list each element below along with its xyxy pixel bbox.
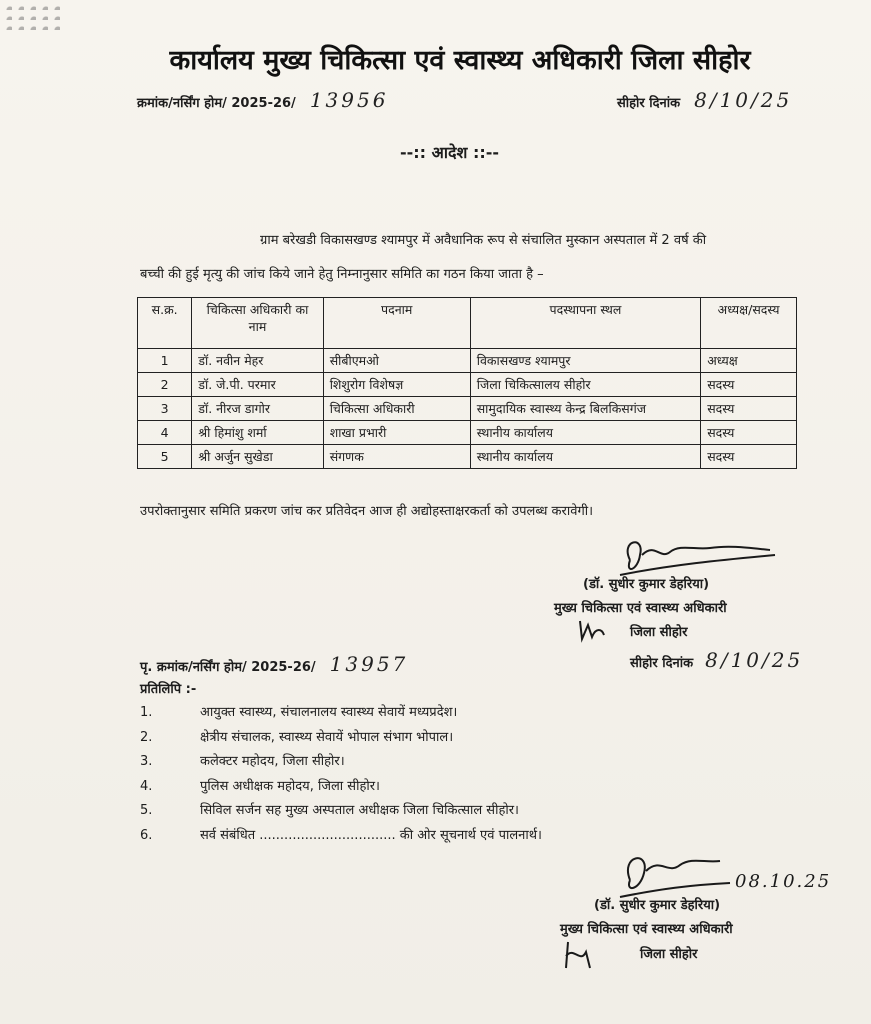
date-label: सीहोर दिनांक	[617, 96, 681, 111]
signatory-district: जिला सीहोर	[630, 625, 688, 640]
table-cell: अध्यक्ष	[701, 349, 797, 373]
column-header: पदस्थापना स्थल	[470, 298, 700, 349]
table-cell: शाखा प्रभारी	[323, 421, 470, 445]
endorsement-number-handwritten: 13957	[329, 652, 409, 676]
table-row	[138, 397, 797, 421]
endorsement-reference-label: पृ. क्रमांक/नर्सिंग होम/ 2025-26/	[140, 660, 316, 675]
list-item	[140, 702, 760, 727]
table-cell: 2	[138, 373, 192, 397]
list-text: आयुक्त स्वास्थ्य, संचालनालय स्वास्थ्य सेवायें मध्यप्रदेश।	[200, 705, 458, 720]
initials-mark	[574, 617, 608, 643]
table-cell: डॉ. नीरज डागोर	[192, 397, 323, 421]
office-title: कार्यालय मुख्य चिकित्सा एवं स्वास्थ्य अधिकारी जिला सीहोर	[169, 45, 751, 76]
list-number: 3.	[140, 754, 153, 769]
list-number: 5.	[140, 803, 153, 818]
table-row	[138, 445, 797, 469]
initials-mark	[560, 938, 600, 972]
list-item	[140, 751, 760, 776]
list-item	[140, 776, 760, 801]
table-cell: चिकित्सा अधिकारी	[323, 397, 470, 421]
column-header: चिकित्सा अधिकारी का नाम	[192, 298, 323, 349]
table-row	[138, 373, 797, 397]
endorsement-reference-line	[140, 652, 408, 676]
signatory-designation: मुख्य चिकित्सा एवं स्वास्थ्य अधिकारी	[554, 601, 727, 616]
table-row	[138, 421, 797, 445]
table-cell: श्री अर्जुन सुखेडा	[192, 445, 323, 469]
column-header: अध्यक्ष/सदस्य	[701, 298, 797, 349]
endorsement-date-line	[630, 648, 803, 672]
table-cell: 4	[138, 421, 192, 445]
column-header: पदनाम	[323, 298, 470, 349]
list-text: सिविल सर्जन सह मुख्य अस्पताल अधीक्षक जिला चिकित्साल सीहोर।	[200, 803, 519, 818]
table-cell: सामुदायिक स्वास्थ्य केन्द्र बिलकिसगंज	[470, 397, 700, 421]
list-number: 2.	[140, 729, 153, 745]
signature-handwritten-date: 08.10.25	[735, 871, 832, 892]
table-cell: सदस्य	[701, 445, 797, 469]
table-cell: स्थानीय कार्यालय	[470, 445, 700, 469]
list-number: 6.	[140, 827, 153, 843]
order-paragraph-line1: ग्राम बरेखडी विकासखण्ड श्यामपुर में अवैधानिक रूप से संचालित मुस्कान अस्पताल में 2 वर्ष की	[260, 233, 707, 248]
table-cell: 1	[138, 349, 192, 373]
table-cell: 3	[138, 397, 192, 421]
reference-number-line	[137, 88, 388, 112]
table-cell: जिला चिकित्सालय सीहोर	[470, 373, 700, 397]
closing-instruction: उपरोक्तानुसार समिति प्रकरण जांच कर प्रतिवेदन आज ही अद्योहस्ताक्षरकर्ता को उपलब्ध करावेगी।	[140, 504, 594, 519]
order-heading: --:: आदेश ::--	[400, 143, 500, 162]
column-header: स.क्र.	[138, 298, 192, 349]
table-row	[138, 349, 797, 373]
signatory-name: (डॉ. सुधीर कुमार डेहरिया)	[594, 898, 721, 913]
table-cell: सदस्य	[701, 373, 797, 397]
list-text: सर्व संबंधित ................................. की ओर सूचनार्थ एवं पालनार्थ।	[200, 827, 542, 843]
table-cell: 5	[138, 445, 192, 469]
table-header-row	[138, 298, 797, 349]
list-text: कलेक्टर महोदय, जिला सीहोर।	[200, 754, 345, 769]
issue-date-handwritten: 8/10/25	[694, 88, 793, 112]
list-item	[140, 727, 760, 752]
table-cell: डॉ. जे.पी. परमार	[192, 373, 323, 397]
endorsement-date-label: सीहोर दिनांक	[630, 656, 694, 671]
table-cell: विकासखण्ड श्यामपुर	[470, 349, 700, 373]
issue-date-line	[617, 88, 792, 112]
table-cell: संगणक	[323, 445, 470, 469]
table-cell: श्री हिमांशु शर्मा	[192, 421, 323, 445]
reference-label: क्रमांक/नर्सिंग होम/ 2025-26/	[137, 96, 296, 111]
list-number: 1.	[140, 705, 153, 720]
table-cell: स्थानीय कार्यालय	[470, 421, 700, 445]
list-item	[140, 800, 760, 825]
copy-recipient-list	[140, 702, 760, 849]
list-number: 4.	[140, 778, 153, 794]
list-text: क्षेत्रीय संचालक, स्वास्थ्य सेवायें भोपाल संभाग भोपाल।	[200, 729, 454, 745]
list-text: पुलिस अधीक्षक महोदय, जिला सीहोर।	[200, 778, 380, 794]
committee-table	[137, 297, 797, 469]
signatory-name: (डॉ. सुधीर कुमार डेहरिया)	[583, 577, 710, 592]
signatory-district: जिला सीहोर	[640, 947, 698, 962]
table-cell: सीबीएमओ	[323, 349, 470, 373]
table-cell: डॉ. नवीन मेहर	[192, 349, 323, 373]
endorsement-date-handwritten: 8/10/25	[705, 648, 804, 672]
table-cell: सदस्य	[701, 421, 797, 445]
table-cell: शिशुरोग विशेषज्ञ	[323, 373, 470, 397]
order-paragraph-line2: बच्ची की हुई मृत्यु की जांच किये जाने हेतु निम्नानुसार समिति का गठन किया जाता है –	[140, 267, 544, 282]
scan-corner-artifact	[0, 0, 60, 30]
signatory-designation: मुख्य चिकित्सा एवं स्वास्थ्य अधिकारी	[560, 922, 733, 937]
table-cell: सदस्य	[701, 397, 797, 421]
reference-number-handwritten: 13956	[309, 88, 389, 112]
copy-to-heading: प्रतिलिपि :-	[140, 682, 197, 697]
